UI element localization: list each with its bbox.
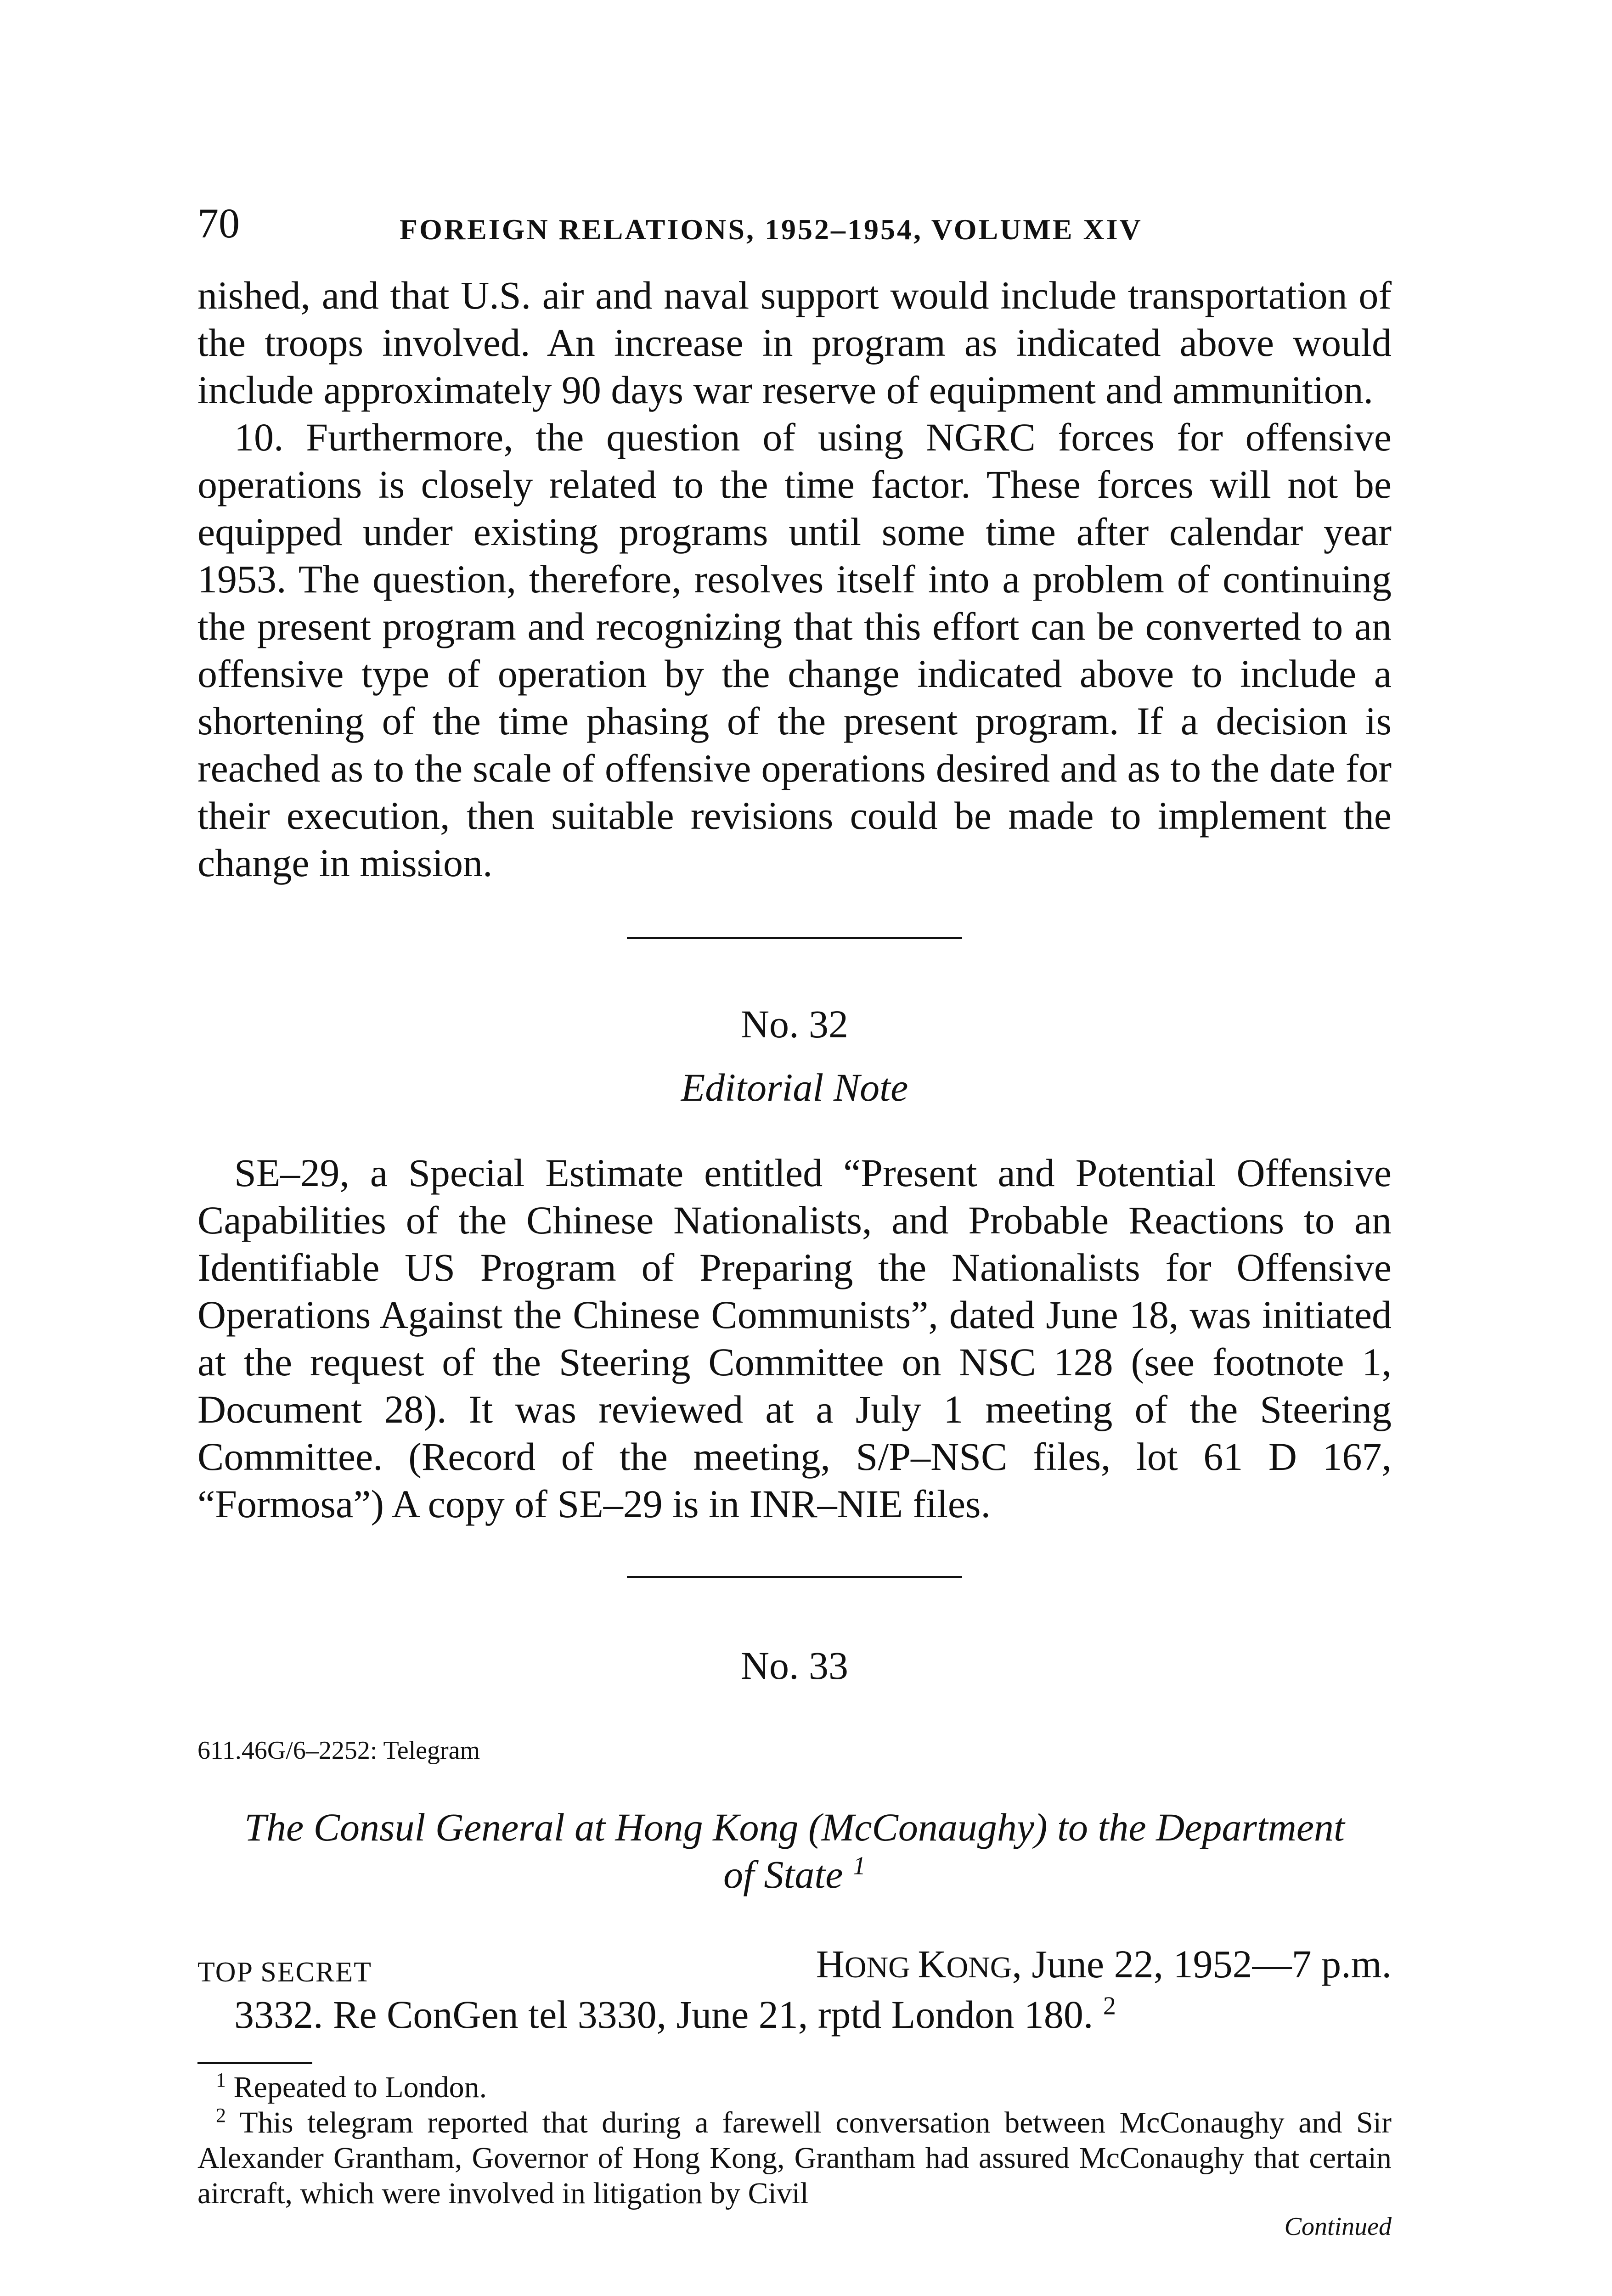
footnote-text: Repeated to London. bbox=[233, 2071, 487, 2104]
editorial-note-body: SE–29, a Special Estimate entitled “Present and Potential Offensive Capabilities of the Chinese Nationalists, and Probable Reactions to an Identifiable US Program of Preparing the Nationalists for Offensive Operations Against the Chinese Communists”, dated June 18, was initiated at the request of the Steering Committee on NSC 128 (see footnote 1, Document 28). It was reviewed at a July 1 meeting of the Steering Committee. (Record of the meeting, S/P–NSC files, lot 61 D 167, “Formosa”) A copy of SE–29 is in INR–NIE files. bbox=[197, 1151, 1392, 1526]
section-divider bbox=[627, 1576, 962, 1578]
telegram-opening-text: 3332. Re ConGen tel 3330, June 21, rptd London 180. bbox=[234, 1992, 1093, 2037]
dateline-place-initial-2: K bbox=[918, 1942, 947, 1986]
telegram-opening bbox=[197, 1991, 1392, 2038]
dateline bbox=[816, 1944, 1392, 1984]
dateline-place-rest: ONG bbox=[844, 1951, 918, 1984]
document-page bbox=[197, 202, 1392, 2240]
footnote-marker: 2 bbox=[216, 2104, 226, 2127]
telegram-addressee bbox=[197, 1804, 1392, 1898]
continued-label: Continued bbox=[1284, 2212, 1392, 2241]
classification-label: TOP SECRET bbox=[197, 1957, 372, 1988]
dateline-place-initial: H bbox=[816, 1942, 845, 1986]
dateline-place-rest-2: ONG bbox=[946, 1951, 1012, 1984]
running-title: FOREIGN RELATIONS, 1952–1954, VOLUME XIV bbox=[400, 213, 1143, 246]
footnote-divider bbox=[197, 2062, 312, 2064]
section-divider bbox=[627, 937, 962, 939]
footnote-1 bbox=[197, 2070, 1392, 2105]
running-head bbox=[197, 202, 1392, 266]
continued-paragraph: nished, and that U.S. air and naval support would include transportation of the troops involved. An increase in program as indicated above would include approximately 90 days war reserve of equipment and ammunition. bbox=[197, 273, 1392, 412]
editorial-note-title: Editorial Note bbox=[681, 1065, 908, 1109]
footnote-ref-2: 2 bbox=[1103, 1992, 1116, 2020]
page-number: 70 bbox=[197, 200, 240, 247]
addressee-line-2: of State bbox=[723, 1852, 843, 1896]
paragraph-10: 10. Furthermore, the question of using NGRC forces for offensive operations is closely related to the time factor. These forces will not be equipped under existing programs until some time after calendar year 1953. The question, therefore, resolves itself into a problem of continuing the present program and recognizing that this effort can be converted to an offensive type of operation by the change indicated above to include a shortening of the time phasing of the present program. If a decision is reached as to the scale of offensive operations desired and as to the date for their execution, then suitable revisions could be made to implement the change in mission. bbox=[197, 415, 1392, 885]
addressee-line-1: The Consul General at Hong Kong (McConaughy) to the Department bbox=[244, 1805, 1345, 1849]
footnote-2 bbox=[197, 2105, 1392, 2211]
document-number-33: No. 33 bbox=[740, 1643, 849, 1688]
document-number-32: No. 32 bbox=[740, 1002, 849, 1046]
file-reference: 611.46G/6–2252: Telegram bbox=[197, 1736, 480, 1765]
footnote-text: This telegram reported that during a farewell conversation between McConaughy and Sir Alexander Grantham, Governor of Hong Kong, Grantham had assured McConaughy that certain aircraft, which were involved in litigation by Civil bbox=[197, 2106, 1392, 2210]
footnotes bbox=[197, 2070, 1392, 2240]
footnote-ref-1: 1 bbox=[852, 1851, 866, 1880]
footnote-marker: 1 bbox=[216, 2069, 226, 2091]
classification-row bbox=[197, 1944, 1392, 1990]
dateline-date: , June 22, 1952—7 p.m. bbox=[1012, 1942, 1392, 1986]
